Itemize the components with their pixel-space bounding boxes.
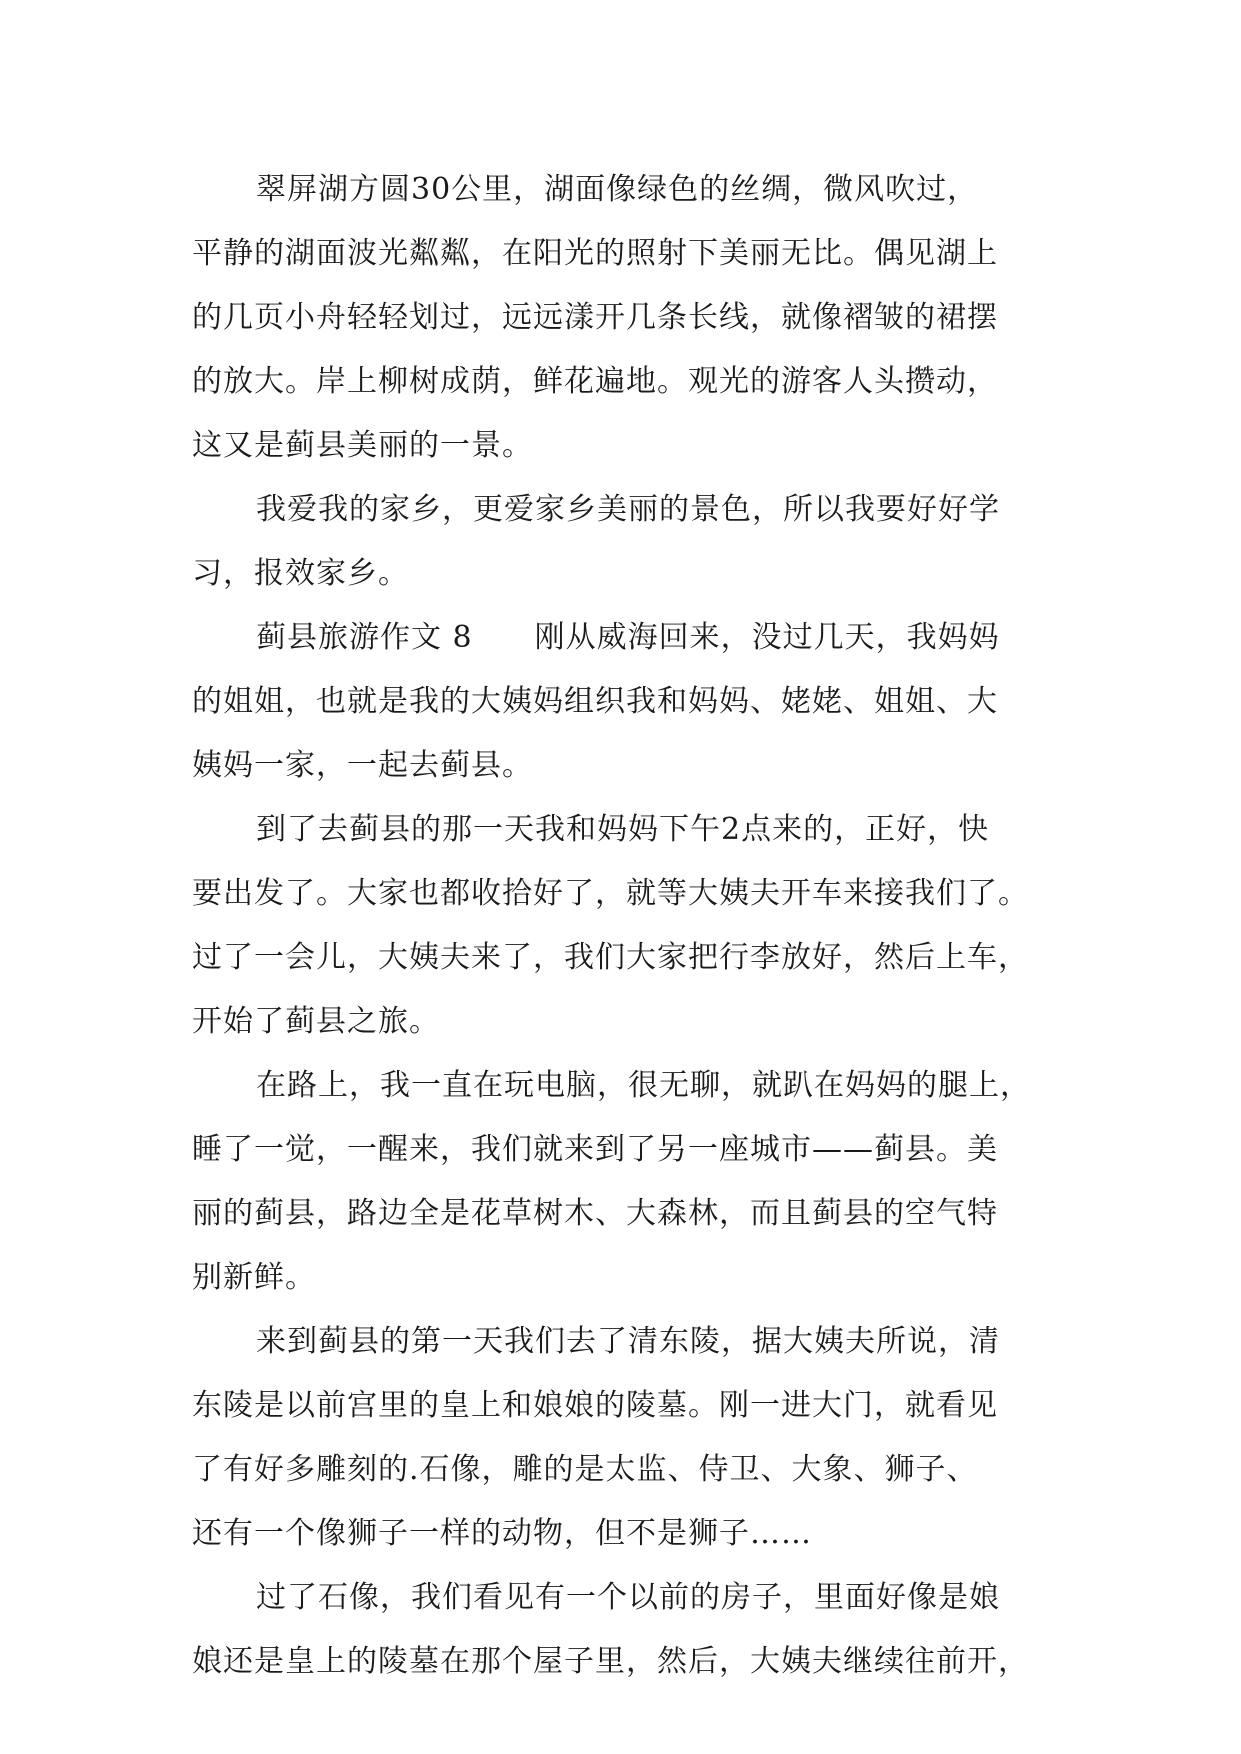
- paragraph: [192, 606, 1052, 798]
- text-line: 的姐姐，也就是我的大姨妈组织我和妈妈、姥姥、姐姐、大: [192, 684, 998, 719]
- paragraph: [192, 1566, 1052, 1694]
- text-line: 还有一个像狮子一样的动物，但不是狮子……: [192, 1516, 812, 1551]
- text-line: 姨妈一家，一起去蓟县。: [192, 748, 533, 783]
- paragraph: [192, 478, 1052, 606]
- document-page: [192, 158, 1052, 1694]
- text-line: 过了石像，我们看见有一个以前的房子，里面好像是娘: [256, 1580, 1000, 1615]
- text-line: 开始了蓟县之旅。: [192, 1004, 440, 1039]
- text-line: 习，报效家乡。: [192, 556, 409, 591]
- text-line: 了有好多雕刻的.石像，雕的是太监、侍卫、大象、狮子、: [192, 1452, 978, 1487]
- paragraph: [192, 798, 1052, 1054]
- document-body: [192, 158, 1052, 1694]
- text-line: 到了去蓟县的那一天我和妈妈下午2点来的，正好，快: [256, 812, 990, 847]
- paragraph: [192, 1054, 1052, 1310]
- text-line: 过了一会儿，大姨夫来了，我们大家把行李放好，然后上车，: [192, 940, 1029, 975]
- text-line: 的几页小舟轻轻划过，远远漾开几条长线，就像褶皱的裙摆: [192, 300, 998, 335]
- text-line: 这又是蓟县美丽的一景。: [192, 428, 533, 463]
- text-line: 在路上，我一直在玩电脑，很无聊，就趴在妈妈的腿上，: [256, 1068, 1031, 1103]
- paragraph: [192, 1310, 1052, 1566]
- text-line: 东陵是以前宫里的皇上和娘娘的陵墓。刚一进大门，就看见: [192, 1388, 998, 1423]
- text-line: 我爱我的家乡，更爱家乡美丽的景色，所以我要好好学: [256, 492, 1000, 527]
- text-line: 娘还是皇上的陵墓在那个屋子里，然后，大姨夫继续往前开，: [192, 1644, 1029, 1679]
- text-line: 睡了一觉，一醒来，我们就来到了另一座城市——蓟县。美: [192, 1132, 998, 1167]
- text-line: 要出发了。大家也都收拾好了，就等大姨夫开车来接我们了。: [192, 876, 1029, 911]
- text-line: 平静的湖面波光粼粼，在阳光的照射下美丽无比。偶见湖上: [192, 236, 998, 271]
- paragraph: [192, 158, 1052, 478]
- text-line: 别新鲜。: [192, 1260, 316, 1295]
- text-line: 翠屏湖方圆30公里，湖面像绿色的丝绸，微风吹过，: [256, 172, 979, 207]
- text-line: 丽的蓟县，路边全是花草树木、大森林，而且蓟县的空气特: [192, 1196, 998, 1231]
- text-line: 的放大。岸上柳树成荫，鲜花遍地。观光的游客人头攒动，: [192, 364, 998, 399]
- text-line: 来到蓟县的第一天我们去了清东陵，据大姨夫所说，清: [256, 1324, 1000, 1359]
- text-line: 蓟县旅游作文 8 刚从威海回来，没过几天，我妈妈: [256, 620, 1000, 655]
